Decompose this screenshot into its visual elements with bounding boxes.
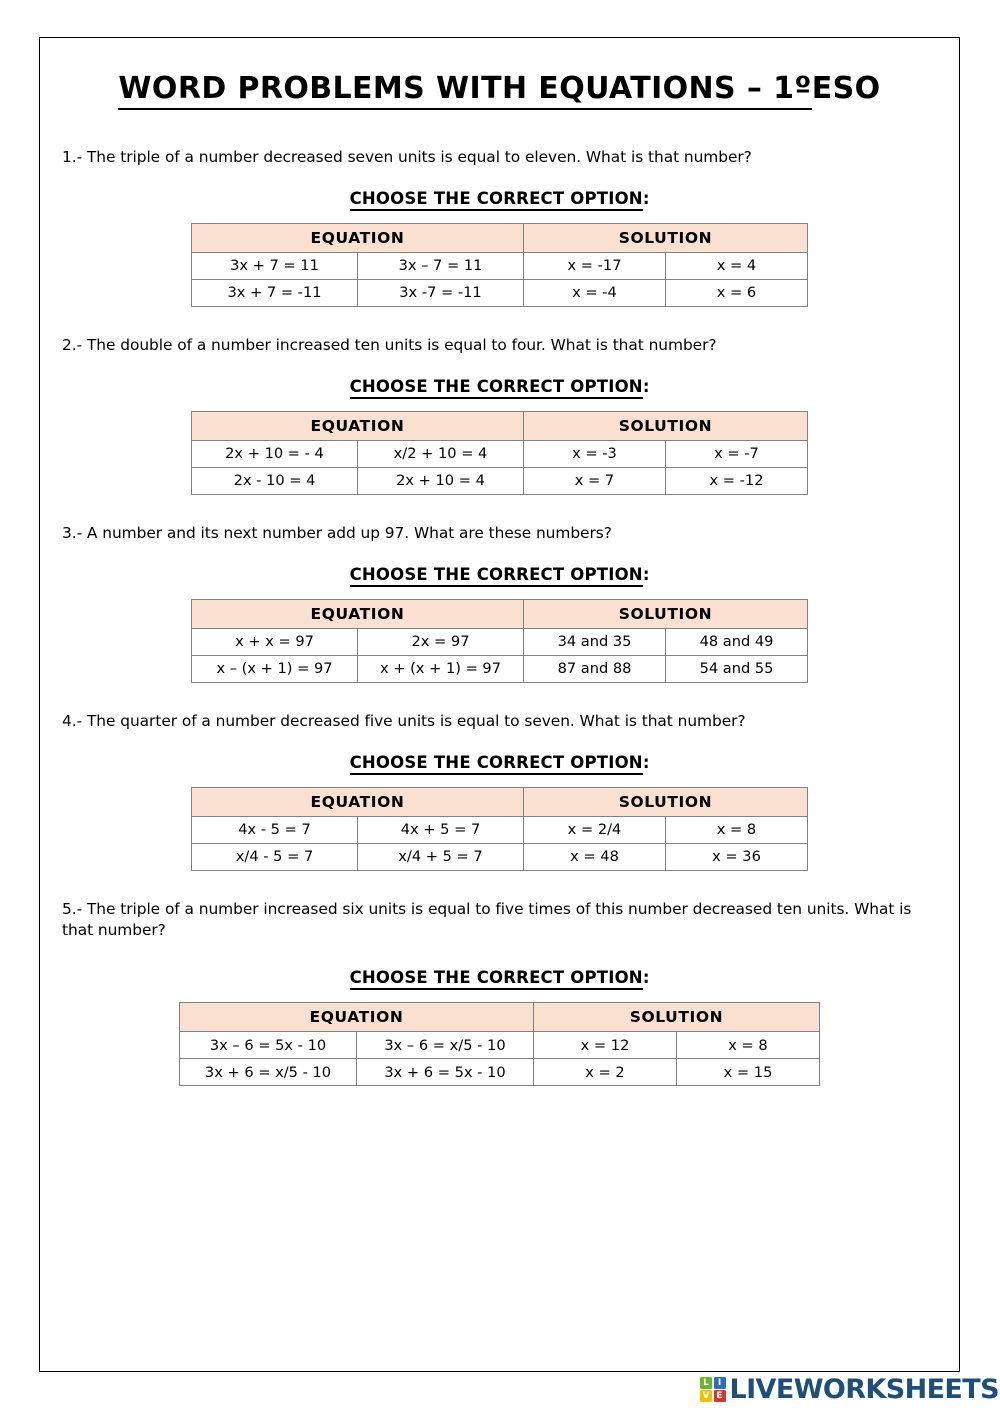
column-header-equation: EQUATION (192, 599, 524, 628)
option-cell[interactable]: 54 and 55 (666, 655, 808, 682)
table-header-row (192, 787, 808, 816)
question-text-3: 3.- A number and its next number add up 97. What are these numbers? (62, 523, 612, 542)
option-table-2 (191, 411, 808, 495)
option-table-wrap-3 (61, 599, 938, 683)
question-block-3 (61, 523, 938, 683)
choose-prompt-colon: : (642, 564, 650, 584)
table-header-row (192, 411, 808, 440)
option-cell[interactable]: 4x + 5 = 7 (358, 816, 524, 843)
option-table-4 (191, 787, 808, 871)
choose-prompt-5 (61, 968, 938, 990)
option-cell[interactable]: x = 7 (524, 467, 666, 494)
page-title-underlined: WORD PROBLEMS WITH EQUATIONS – 1º (118, 71, 811, 110)
option-cell[interactable]: 34 and 35 (524, 628, 666, 655)
option-cell[interactable]: 3x + 6 = x/5 - 10 (180, 1059, 357, 1086)
choose-prompt-colon: : (642, 968, 650, 988)
option-cell[interactable]: x = 15 (677, 1059, 820, 1086)
option-cell[interactable]: 2x + 10 = - 4 (192, 440, 358, 467)
option-cell[interactable]: x = 8 (677, 1032, 820, 1059)
badge-letter-e: E (714, 1390, 726, 1402)
choose-prompt-colon: : (642, 376, 650, 396)
option-cell[interactable]: x + x = 97 (192, 628, 358, 655)
page-title (61, 72, 938, 105)
choose-prompt-colon: : (642, 752, 650, 772)
option-cell[interactable]: x = -3 (524, 440, 666, 467)
option-cell[interactable]: 87 and 88 (524, 655, 666, 682)
choose-prompt-1 (61, 189, 938, 211)
option-table-wrap-2 (61, 411, 938, 495)
option-table-wrap-1 (61, 223, 938, 307)
option-cell[interactable]: 3x + 7 = 11 (192, 252, 358, 279)
choose-prompt-label: CHOOSE THE CORRECT OPTION (350, 189, 643, 211)
liveworksheets-badge-icon (700, 1377, 726, 1403)
option-cell[interactable]: x = -12 (666, 467, 808, 494)
table-row (192, 467, 808, 494)
table-row (180, 1059, 820, 1086)
option-cell[interactable]: x = 4 (666, 252, 808, 279)
option-cell[interactable]: x = 2 (534, 1059, 677, 1086)
column-header-solution: SOLUTION (534, 1003, 820, 1032)
option-cell[interactable]: 3x – 6 = x/5 - 10 (357, 1032, 534, 1059)
option-cell[interactable]: 3x + 7 = -11 (192, 279, 358, 306)
choose-prompt-2 (61, 377, 938, 399)
option-table-wrap-4 (61, 787, 938, 871)
badge-letter-v: V (700, 1390, 712, 1402)
table-row (192, 655, 808, 682)
option-table-1 (191, 223, 808, 307)
column-header-equation: EQUATION (180, 1003, 534, 1032)
option-cell[interactable]: x = -17 (524, 252, 666, 279)
column-header-equation: EQUATION (192, 411, 524, 440)
option-cell[interactable]: x = -4 (524, 279, 666, 306)
column-header-solution: SOLUTION (524, 411, 808, 440)
option-cell[interactable]: x/2 + 10 = 4 (358, 440, 524, 467)
choose-prompt-3 (61, 565, 938, 587)
table-row (192, 628, 808, 655)
choose-prompt-4 (61, 753, 938, 775)
option-cell[interactable]: 2x + 10 = 4 (358, 467, 524, 494)
table-row (192, 440, 808, 467)
table-row (192, 843, 808, 870)
table-row (192, 816, 808, 843)
option-table-5 (179, 1002, 820, 1086)
question-text-1: 1.- The triple of a number decreased seven units is equal to eleven. What is that number? (62, 148, 752, 166)
choose-prompt-label: CHOOSE THE CORRECT OPTION (350, 377, 643, 399)
option-cell[interactable]: x = 48 (524, 843, 666, 870)
option-cell[interactable]: 2x = 97 (358, 628, 524, 655)
page-title-tail: ESO (811, 71, 881, 106)
choose-prompt-colon: : (642, 188, 650, 208)
option-cell[interactable]: 3x + 6 = 5x - 10 (357, 1059, 534, 1086)
option-cell[interactable]: 3x -7 = -11 (358, 279, 524, 306)
question-block-4 (61, 711, 938, 871)
option-cell[interactable]: 48 and 49 (666, 628, 808, 655)
option-cell[interactable]: x = 12 (534, 1032, 677, 1059)
option-cell[interactable]: x/4 - 5 = 7 (192, 843, 358, 870)
option-cell[interactable]: x = 36 (666, 843, 808, 870)
liveworksheets-wordmark: LIVEWORKSHEETS (729, 1374, 999, 1405)
option-cell[interactable]: x = 8 (666, 816, 808, 843)
table-row (180, 1032, 820, 1059)
column-header-equation: EQUATION (192, 787, 524, 816)
liveworksheets-logo[interactable] (700, 1376, 999, 1403)
option-cell[interactable]: 2x - 10 = 4 (192, 467, 358, 494)
option-cell[interactable]: 3x – 7 = 11 (358, 252, 524, 279)
table-header-row (192, 599, 808, 628)
table-header-row (192, 223, 808, 252)
option-cell[interactable]: x = 6 (666, 279, 808, 306)
question-block-1 (61, 147, 938, 307)
table-row (192, 252, 808, 279)
option-cell[interactable]: x + (x + 1) = 97 (358, 655, 524, 682)
question-block-2 (61, 335, 938, 495)
question-text-5: 5.- The triple of a number increased six units is equal to five times of this number decreased ten units. What is that number? (62, 899, 912, 940)
question-block-5 (61, 899, 938, 1087)
table-row (192, 279, 808, 306)
choose-prompt-label: CHOOSE THE CORRECT OPTION (350, 968, 643, 990)
worksheet-page (39, 37, 960, 1372)
option-cell[interactable]: x = 2/4 (524, 816, 666, 843)
badge-letter-l: L (700, 1377, 712, 1389)
table-header-row (180, 1003, 820, 1032)
option-cell[interactable]: x – (x + 1) = 97 (192, 655, 358, 682)
option-cell[interactable]: 4x - 5 = 7 (192, 816, 358, 843)
option-table-3 (191, 599, 808, 683)
question-text-2: 2.- The double of a number increased ten units is equal to four. What is that number? (62, 335, 717, 354)
column-header-solution: SOLUTION (524, 787, 808, 816)
column-header-solution: SOLUTION (524, 223, 808, 252)
option-cell[interactable]: x/4 + 5 = 7 (358, 843, 524, 870)
option-table-wrap-5 (61, 1002, 938, 1086)
option-cell[interactable]: 3x – 6 = 5x - 10 (180, 1032, 357, 1059)
choose-prompt-label: CHOOSE THE CORRECT OPTION (350, 565, 643, 587)
column-header-solution: SOLUTION (524, 599, 808, 628)
column-header-equation: EQUATION (192, 223, 524, 252)
question-text-4: 4.- The quarter of a number decreased five units is equal to seven. What is that number? (62, 711, 746, 730)
option-cell[interactable]: x = -7 (666, 440, 808, 467)
choose-prompt-label: CHOOSE THE CORRECT OPTION (350, 753, 643, 775)
badge-letter-i: I (714, 1377, 726, 1389)
